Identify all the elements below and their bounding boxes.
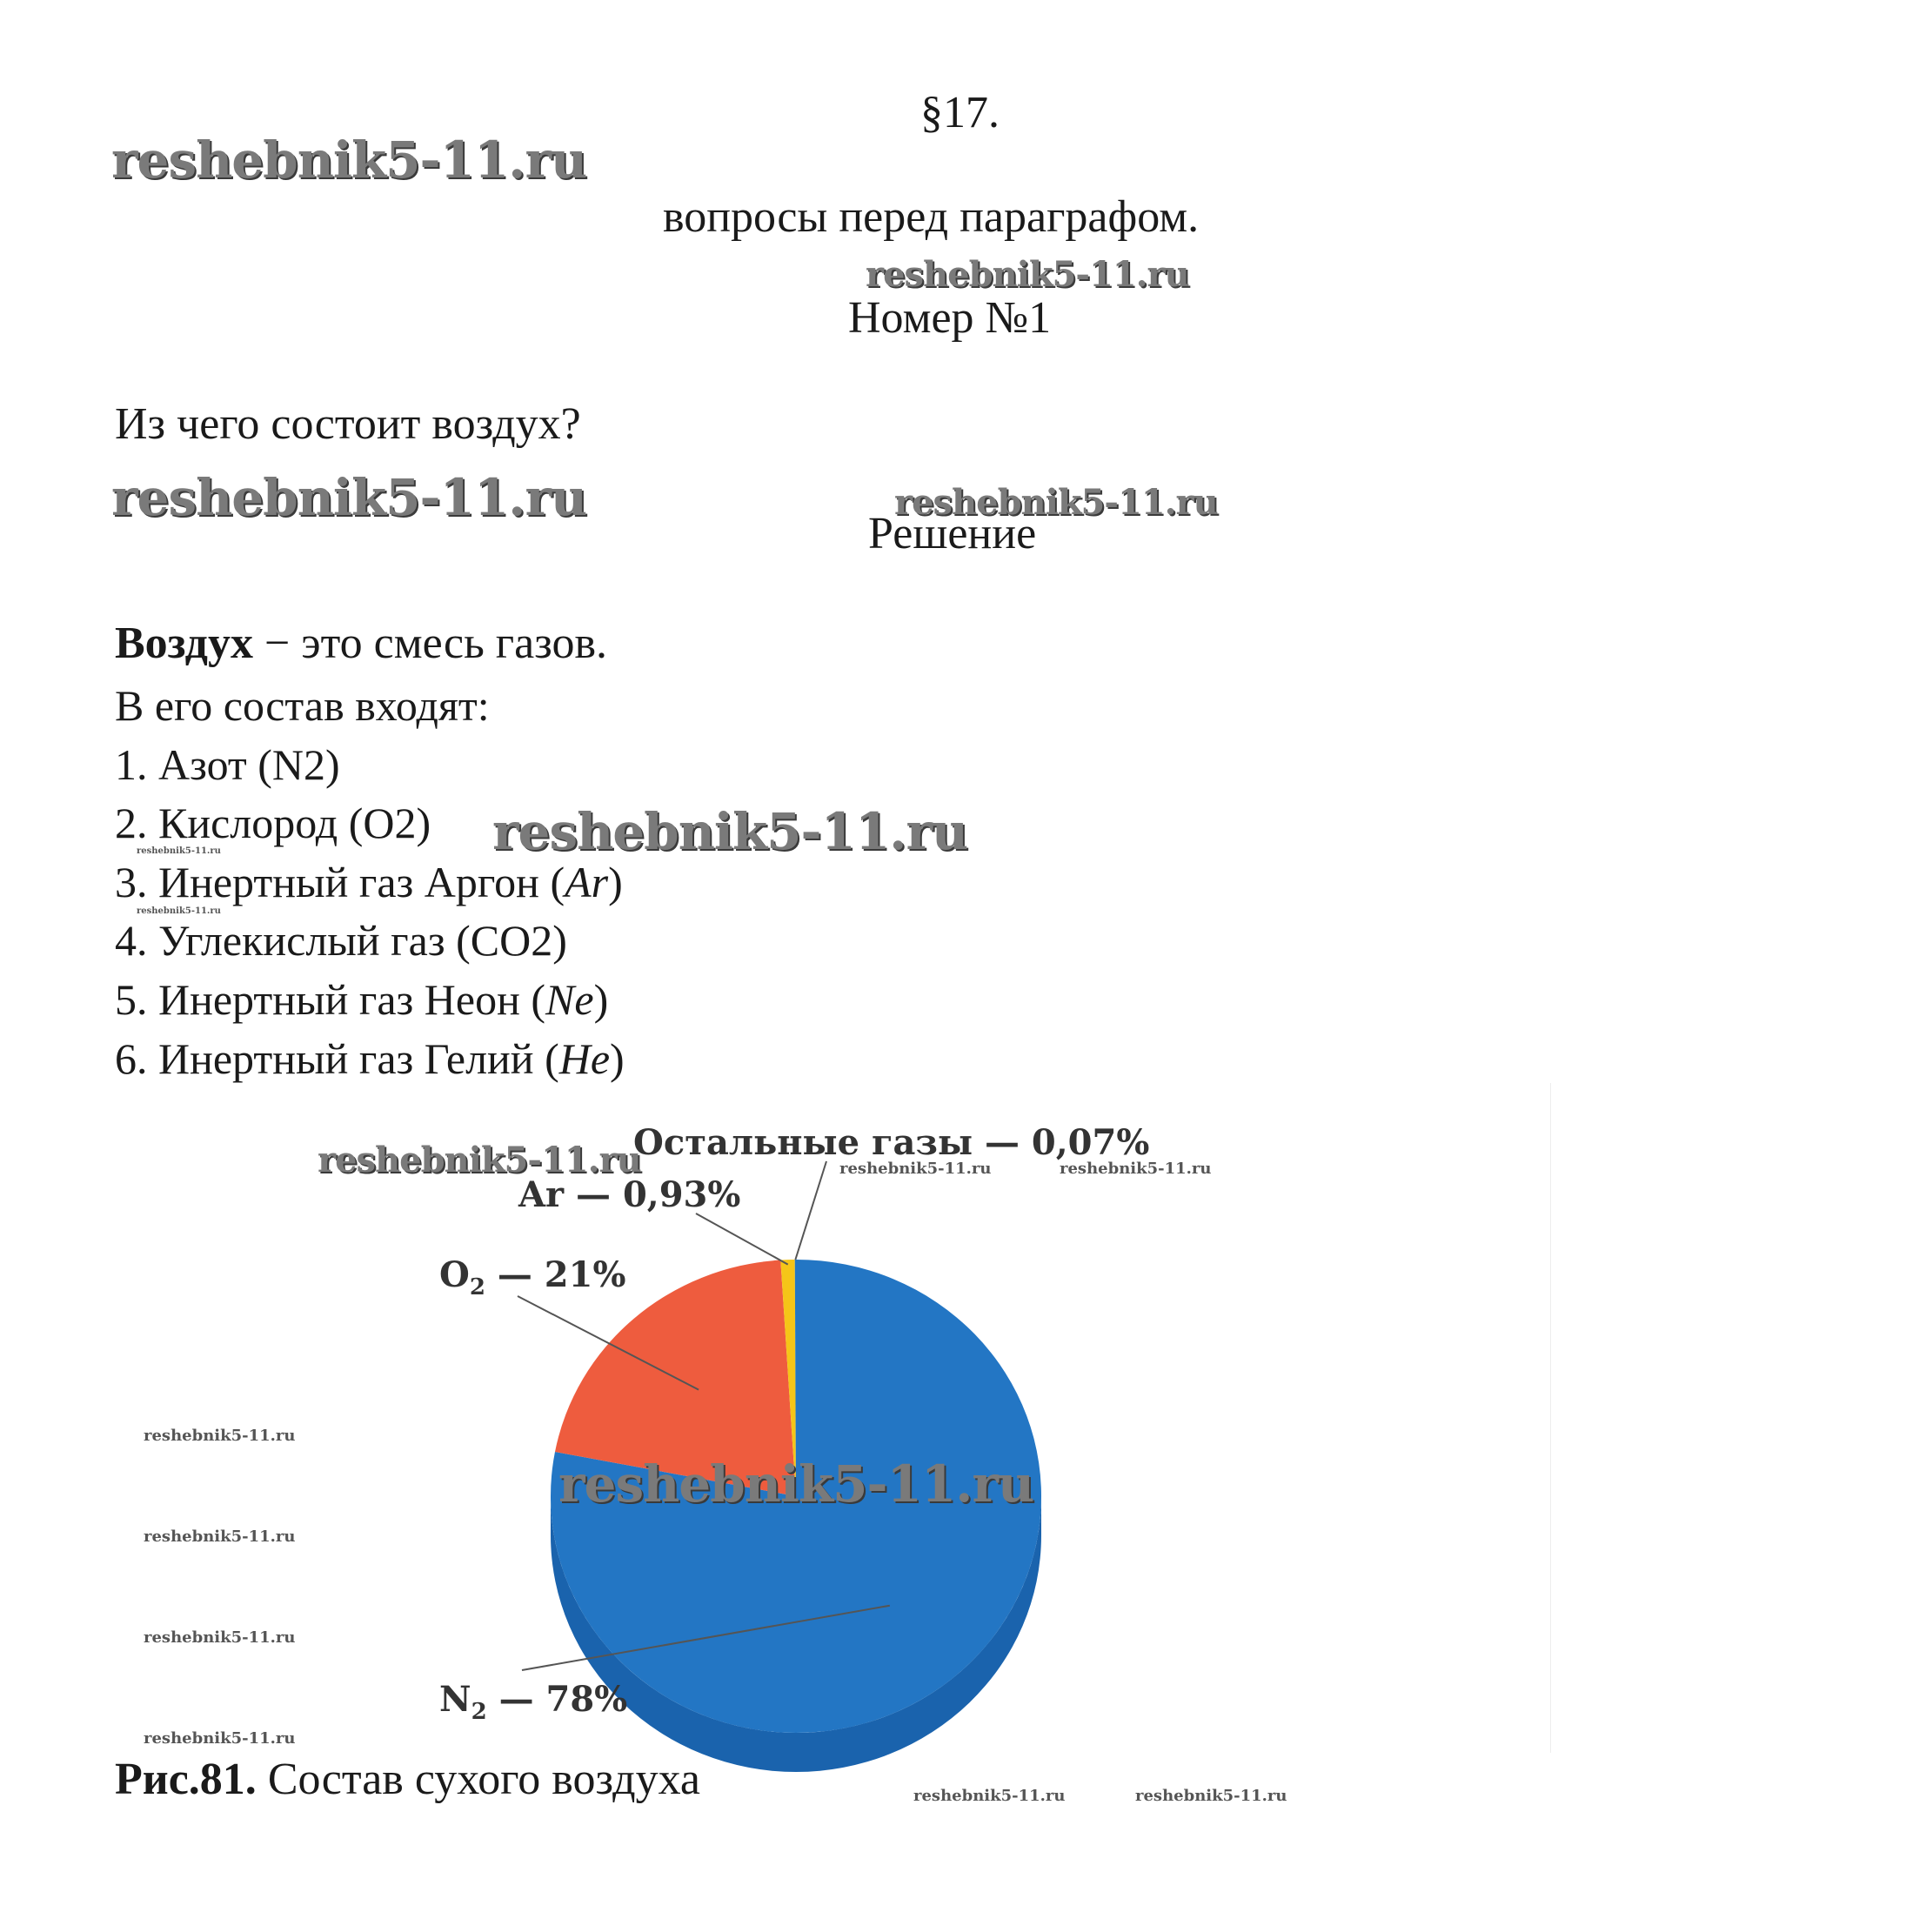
answer-intro: В его состав входят: — [115, 681, 490, 730]
paragraph-number: §17. — [920, 88, 1000, 137]
answer-definition-text: − это смесь газов. — [252, 618, 607, 668]
watermark: reshebnik5-11.ru — [1135, 1787, 1287, 1805]
watermark: reshebnik5-11.ru — [137, 906, 221, 916]
watermark: reshebnik5-11.ru — [144, 1528, 296, 1546]
watermark: reshebnik5-11.ru — [144, 1427, 296, 1445]
label-argon: Ar — 0,93% — [518, 1174, 741, 1215]
list-item: 4. Углекислый газ (CO2) — [115, 916, 567, 965]
answer-term: Воздух — [115, 618, 253, 668]
watermark: reshebnik5-11.ru — [144, 1729, 296, 1748]
figure-caption — [115, 1757, 700, 1802]
label-oxygen: $O_2$ — 21% — [439, 1254, 626, 1300]
watermark: reshebnik5-11.ru — [137, 846, 221, 856]
watermark: reshebnik5-11.ru — [318, 1140, 641, 1180]
list-item: 3. Инертный газ Аргон (Ar) — [115, 858, 623, 906]
figure-caption-text: Состав сухого воздуха — [256, 1755, 700, 1804]
section-title: вопросы перед параграфом. — [663, 192, 1200, 242]
watermark: reshebnik5-11.ru — [111, 130, 587, 190]
label-other-gases: Остальные газы — 0,07% — [633, 1122, 1150, 1163]
question-text: Из чего состоит воздух? — [115, 399, 581, 449]
task-number: Номер №1 — [848, 293, 1052, 343]
label-nitrogen: $N_2$ — 78% — [439, 1679, 628, 1725]
list-item: 1. Азот (N2) — [115, 740, 340, 789]
leader-line-argon — [696, 1213, 788, 1265]
list-item: 6. Инертный газ Гелий (He) — [115, 1034, 625, 1083]
solution-heading: Решение — [868, 509, 1037, 558]
watermark: reshebnik5-11.ru — [866, 254, 1189, 295]
watermark: reshebnik5-11.ru — [144, 1628, 296, 1647]
list-item: 2. Кислород (O2) — [115, 799, 431, 847]
watermark: reshebnik5-11.ru — [913, 1787, 1066, 1805]
list-item: 5. Инертный газ Неон (Ne) — [115, 975, 609, 1024]
watermark: reshebnik5-11.ru — [111, 468, 587, 527]
figure-label: Рис.81. — [115, 1755, 257, 1804]
watermark: reshebnik5-11.ru — [1060, 1160, 1212, 1178]
watermark: reshebnik5-11.ru — [492, 802, 968, 861]
watermark: reshebnik5-11.ru — [558, 1454, 1034, 1514]
watermark: reshebnik5-11.ru — [839, 1160, 992, 1178]
leader-line-other — [795, 1161, 826, 1260]
watermark: reshebnik5-11.ru — [894, 482, 1218, 523]
